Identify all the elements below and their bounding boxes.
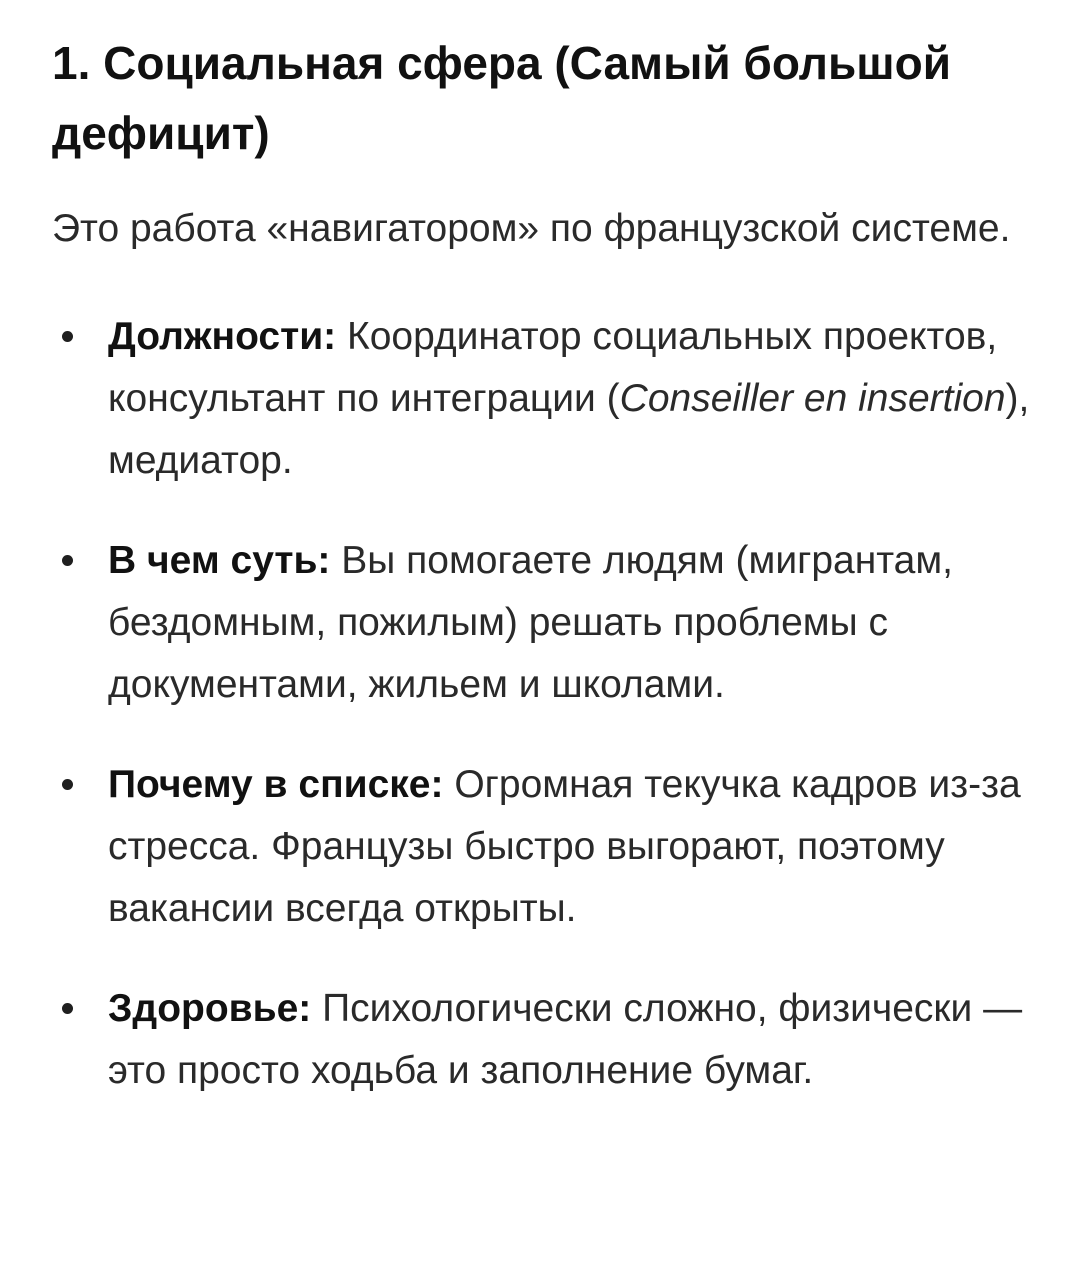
- item-text: Координатор социальных проектов, консультант по интеграции (: [108, 315, 998, 420]
- item-text: Психологически сложно, физически — это просто ходьба и заполнение бумаг.: [108, 987, 1023, 1092]
- item-term: Почему в списке:: [108, 763, 444, 806]
- item-term: В чем суть:: [108, 539, 331, 582]
- item-text-end: ), медиатор.: [108, 377, 1030, 482]
- intro-paragraph: Это работа «навигатором» по французской системе.: [52, 207, 1011, 250]
- document-section: [52, 28, 1042, 1140]
- item-text: Вы помогаете людям (мигрантам, бездомным, пожилым) решать проблемы с документами, жильем и школами.: [108, 539, 954, 706]
- section-heading: 1. Социальная сфера (Самый большой дефицит): [52, 37, 951, 159]
- bullet-icon: [62, 779, 73, 790]
- list-item-health: [52, 978, 1042, 1102]
- bullet-icon: [62, 1003, 73, 1014]
- item-term: Здоровье:: [108, 987, 312, 1030]
- item-term: Должности:: [108, 315, 337, 358]
- list-item-positions: [52, 306, 1042, 492]
- bullet-icon: [62, 555, 73, 566]
- bullet-icon: [62, 331, 73, 342]
- item-italic-text: Conseiller en insertion: [619, 377, 1006, 420]
- list-item-why-listed: [52, 754, 1042, 940]
- bullet-list: [52, 306, 1042, 1102]
- item-text: Огромная текучка кадров из-за стресса. Французы быстро выгорают, поэтому вакансии всегда открыты.: [108, 763, 1021, 930]
- list-item-essence: [52, 530, 1042, 716]
